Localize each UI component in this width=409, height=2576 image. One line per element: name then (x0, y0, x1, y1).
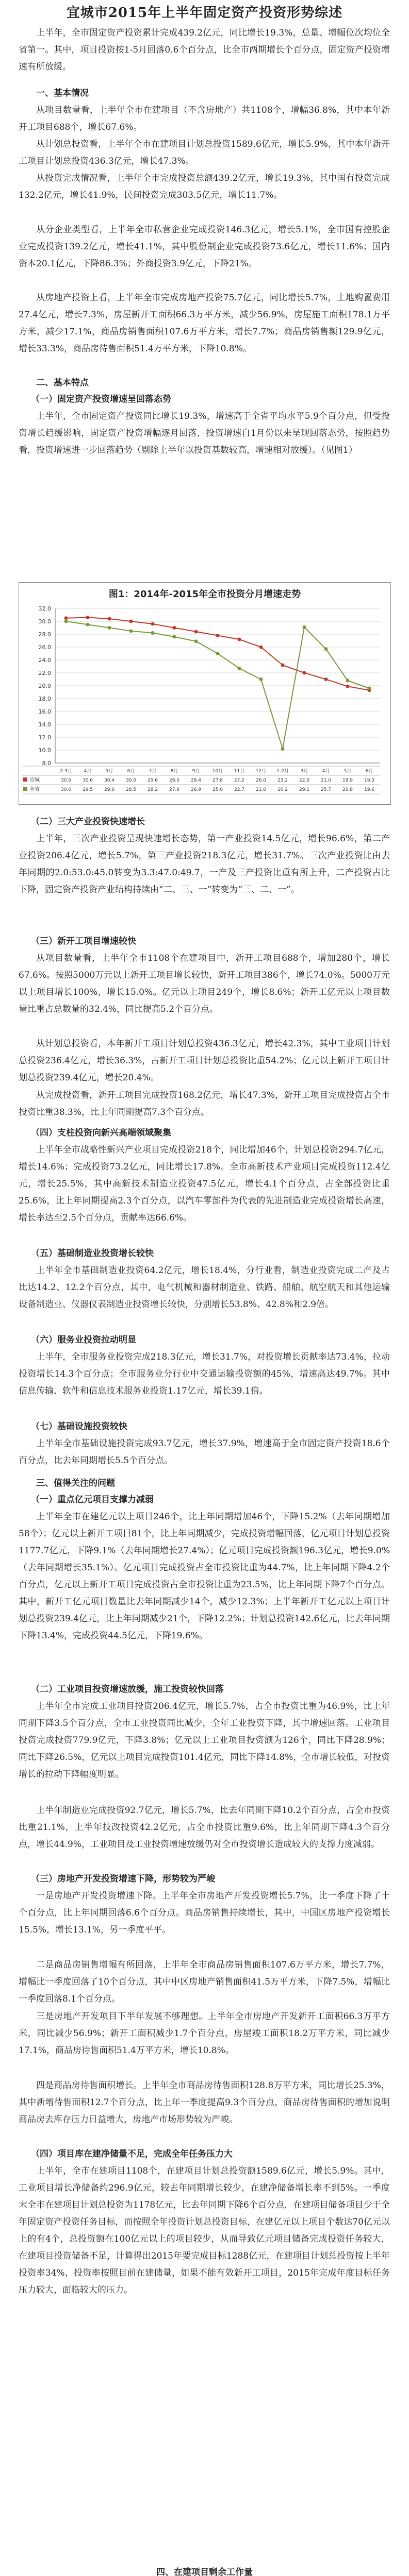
chart-data-point (281, 747, 285, 751)
chart-canvas (19, 583, 390, 804)
chart-data-label: 28.2 (147, 787, 158, 792)
chart-data-point (64, 620, 68, 623)
chart-data-label: 25.7 (320, 787, 332, 792)
chart-category-label: 7月 (149, 769, 157, 774)
chart-data-label: 21.0 (255, 787, 267, 792)
chart-data-point (368, 687, 371, 690)
chart-data-label: 30.6 (82, 778, 93, 783)
s2-subheading-4: （四）支柱投资向新兴高端领域聚集 (31, 1128, 171, 1138)
chart-data-label: 27.2 (234, 778, 245, 783)
chart-data-label: 23.2 (277, 778, 288, 783)
chart-data-point (346, 685, 350, 688)
chart-legend-label: 全省 (29, 787, 40, 792)
chart-data-point (216, 634, 220, 637)
chart-data-label: 29.6 (147, 778, 158, 783)
chart-legend-swatch (23, 787, 27, 791)
chart-data-label: 28.4 (190, 778, 202, 783)
chart-data-point (64, 616, 68, 620)
table-title: 四、在建项目剩余工作量 (156, 2567, 253, 2576)
chart-data-point (173, 635, 176, 639)
chart-category-label: 6月 (365, 769, 373, 774)
chart-ytick-label: 32.0 (38, 605, 51, 612)
s1-paragraph-3: 从投资完成情况看，上半年全市完成投资总额439.2亿元，增长19.3%，其中国有投资完成132.2亿元，增长41.9%，民间投资完成303.5亿元，增长11.7%。 (19, 173, 390, 200)
s3-subheading-4: （四）项目库在建净储量不足，完成全年任务压力大 (31, 2149, 233, 2159)
chart-data-label: 29.0 (104, 787, 115, 792)
s2-subheading-6: （六）服务业投资拉动明显 (31, 1335, 136, 1345)
chart-data-label: 27.6 (169, 787, 180, 792)
s1-paragraph-5: 从房地产投资上看，上半年全市完成房地产投资75.7亿元，同比增长5.7%，土地购置费用27.4亿元，增长7.3%，房屋新开工面积66.3万平方米，减少56.9%，房屋施工面积178.1万平方米，减少17.1%，商品房销售面积107.6万平方米，增长7.7%；商品房销售额129.9亿元，增长33.3%，商品房待售面积51.4万平方米，下降10.8%。 (19, 293, 390, 354)
chart-category-label: 9月 (192, 769, 200, 774)
chart-data-label: 26.0 (255, 778, 267, 783)
s3-paragraph-3c: 三是房地产开发项目下半年发展不够理想。上半年全市房地产开发新开工面积66.3万平方米，同比减少56.9%；新开工面积减少1.7个百分点，房屋竣工面积18.2万平方米，同比减少17.1%，商品房待售面积51.4万平方米，增长10.8%。 (19, 2011, 390, 2056)
chart-category-label: 1-2月 (276, 769, 289, 774)
chart-data-label: 30.4 (104, 778, 115, 783)
chart-data-point (151, 622, 155, 626)
chart-category-label: 5月 (105, 769, 113, 774)
s3-paragraph-3a: 一是房地产开发投资增速下降。上半年全市房地产开发投资增长5.7%，比一季度下降了十个百分点，比上年同期回落6.6个百分点。商品房销售持续增长，其中，中国区房地产投资增长15.5%，增长13.1%，另一季度平平。 (19, 1891, 390, 1935)
chart-category-label: 4月 (84, 769, 92, 774)
chart-category-label: 4月 (322, 769, 330, 774)
chart-category-label: 3月 (300, 769, 308, 774)
chart-category-label: 12月 (255, 769, 267, 774)
chart-data-point (194, 639, 198, 643)
chart-data-point (259, 677, 263, 681)
chart-data-point (108, 617, 111, 621)
chart-data-label: 29.1 (299, 787, 310, 792)
s2-paragraph-2: 上半年，三次产业投资呈现快速增长态势，第一产业投资14.5亿元，增长96.6%，第二产业投资206.4亿元，增长5.7%，第三产业投资218.3亿元，增长31.7%。三次产业投资比由去年同期的2.0:53.0:45.0转变为3.3:47.0:49.7，一产及三产投资比重有所上升，二产投资占比下降，固定资产投资产业结构持续由“二、三、一”转变为“三、二、一”。 (19, 834, 390, 895)
s2-paragraph-4a: 上半年全市战略性新兴产业项目完成投资218个，同比增加46个，计划总投资294.7亿元，增长14.6%；完成投资73.2亿元，同比增长17.8%。全市高新技术产业项目完成投资112.4亿元，增长25.5%，其中高新技术制造业投资47.5亿元，增长4.1个百分点，占全部投资比重25.6%，比上年同期提高2.3个百分点，以汽车零部件为代表的先进制造业完成投资增长高速，增长率达至2.5个百分点，贡献率达66.6%。 (19, 1145, 390, 1223)
chart-data-point (194, 630, 198, 634)
chart-data-label: 19.3 (364, 778, 375, 783)
chart-category-label: 5月 (343, 769, 352, 774)
chart-series-line (66, 621, 369, 749)
section-3-heading: 三、值得关注的问题 (36, 1478, 115, 1488)
chart-data-label: 22.7 (234, 787, 245, 792)
s3-subheading-3: （三）房地产开发投资增速下降，形势较为严峻 (31, 1874, 215, 1884)
s2-paragraph-3a: 从项目数量看，上半年全市1108个在建项目中，新开工项目688个，增加280个，增长67.6%。按照5000万元以上新开工项目增长较快，新开工项目386个，增长74.0%。5000万元以上项目增长100%，增长15.0%。亿元以上项目249个，增长8.6%；新开工亿元以上项目数量比重占总数量的32.4%，同比提高5.2个百分点。 (19, 953, 390, 1014)
chart-data-label: 28.5 (125, 787, 137, 792)
s2-subheading-2: （二）三大产业投资快速增长 (31, 817, 145, 827)
chart-data-point (151, 631, 155, 635)
s2-paragraph-3c: 从完成投资看，新开工项目完成投资168.2亿元，增长47.3%，新开工项目完成投资占全市投资比重38.3%，比上年同期提高7.3个百分点。 (19, 1090, 390, 1117)
s3-paragraph-1: 上半年全市在建亿元以上项目246个，比上年同期增加46个，下降15.2%（去年同期增加58个）；亿元以上新开工项目81个，比上年同期减少，完成投资增幅回落，亿元项目计划总投资1177.7亿元，下降9.1%（去年同期增长27.4%）；亿元项目完成投资额196.3亿元，增长9.0%（去年同期增长35.1%）。亿元项目完成投资占全市投资比重为44.7%，比上年同期下降4.2个百分点，亿元以上新开工项目完成投资占全市投资比重为23.5%，比上年同期下降7个百分点。其中，新开工亿元项目数量比去年同期减少14个，减少12.3%；上半年新开工亿元以上项目计划总投资239.4亿元，比上年同期减少21个，下降12.2%；计划总投资142.6亿元，比去年同期下降13.4%，完成投资44.5亿元，下降19.6%。 (19, 1512, 390, 1641)
chart-data-label: 25.0 (212, 787, 223, 792)
s2-paragraph-7: 上半年全市基础设施投资完成93.7亿元，增长37.9%，增速高于全市固定资产投资18.6个百分点，比去年同期增长5.5个百分点。 (19, 1438, 390, 1466)
s2-subheading-1: （一）固定资产投资增速呈回落态势 (31, 394, 171, 404)
section-2-heading: 二、基本特点 (36, 378, 89, 388)
chart-data-point (108, 626, 111, 630)
chart-category-label: 6月 (127, 769, 135, 774)
chart-category-label: 8月 (170, 769, 178, 774)
chart-data-point (281, 664, 285, 667)
chart-data-point (129, 620, 133, 623)
chart-data-point (303, 625, 306, 629)
s3-paragraph-3b: 二是商品房销售增幅有所回落，上半年全市商品房销售面积107.6万平方米，增长7.7%，增幅比一季度回落了10个百分点，其中中区房地产销售面积41.5万平方米，下降7.5%，增幅比一季度回落8.1个百分点。 (19, 1960, 390, 2004)
chart-ytick-label: 28.0 (38, 631, 51, 638)
chart-data-label: 30.5 (60, 778, 72, 783)
chart-data-label: 27.8 (212, 778, 223, 783)
s3-paragraph-3d: 四是商品房待售面积增长。上半年全市商品房待售面积128.8万平方米，同比增长25.3%，其中新增待售面积12.7个百分点，比上年一季度提高9.3个百分点，商品房待售面积的增加说明商品房去库存压力日益增大，房地产市场形势较为严峻。 (19, 2080, 390, 2125)
chart-ytick-label: 22.0 (38, 670, 51, 676)
chart-data-label: 20.8 (342, 787, 353, 792)
chart-ytick-label: 26.0 (38, 644, 51, 651)
chart-title: 图1：2014年-2015年全市投资分月增速走势 (108, 589, 301, 600)
chart-data-point (238, 667, 241, 670)
chart-data-label: 30.0 (125, 778, 137, 783)
chart-data-point (129, 629, 133, 633)
s3-paragraph-2b: 上半年制造业完成投资92.7亿元，增长5.7%，比去年同期下降10.2个百分点，占全市投资比重21.1%，上半年技改投资42.2亿元，占全市投资比重9.6%，比上年同期下降4.3个百分点，增长44.9%，工业项目及工业投资增速放缓仍对全市投资增长造成较大的支撑力度减弱。 (19, 1805, 390, 1850)
chart-data-label: 29.5 (82, 787, 93, 792)
chart-data-point (346, 679, 350, 683)
s3-subheading-1: （一）重点亿元项目支撑力减弱 (31, 1495, 154, 1505)
s1-paragraph-2: 从计划总投资看，上半年全市在建项目计划总投资1589.6亿元，增长5.9%，其中本年新开工项目计划总投资436.3亿元，增长47.3%。 (19, 139, 390, 166)
chart-data-point (324, 677, 328, 681)
chart-data-label: 10.2 (277, 787, 288, 792)
chart-data-label: 29.0 (169, 778, 180, 783)
s2-paragraph-5: 上半年全市基础制造业投资64.2亿元，增长18.4%，分行业看，制造业投资完成二产及占比达14.2、12.2个百分点，其中，电气机械和器材制造业、铁路、船舶、航空航天和其他运输设备制造业、仪器仪表制造业投资增长较快，分别增长53.8%、42.8%和2.9倍。 (19, 1265, 390, 1310)
chart-ytick-label: 14.0 (38, 721, 51, 728)
s2-paragraph-3b: 从计划总投资看，本年新开工项目计划总投资436.3亿元，增长42.3%，其中工业项目计划总投资236.4亿元，增长36.3%，占新开工项目计划总投资比重54.2%；亿元以上新开工项目计划总投资239.4亿元，增长20.4%。 (19, 1039, 390, 1083)
s2-subheading-3: （三）新开工项目增速较快 (31, 936, 136, 946)
document-title: 宜城市2015年上半年固定资产投资形势综述 (66, 5, 343, 21)
chart-data-point (238, 638, 241, 641)
s3-paragraph-2a: 上半年全市完成工业项目投资206.4亿元，增长5.7%，占全市投资比重为46.9%，比上年同期下降3.5个百分点，全市工业投资同比减少，全年工业投资下降，其中增速回落。工业项目投资完成投资779.9亿元，下降3.8%；亿元以上工业项目投资额为126个，同比下降28.9%；同比下降26.5%，亿元以上项目完成投资101.4亿元，同比下降14.8%，全市增长较低，对投资增长的拉动下降幅度明显。 (19, 1701, 390, 1780)
chart-data-point (259, 646, 263, 649)
chart-data-point (86, 623, 90, 626)
chart-data-point (324, 647, 328, 651)
chart-data-label: 19.6 (364, 787, 375, 792)
intro-paragraph: 上半年，全市固定资产投资累计完成439.2亿元，同比增长19.3%，总量、增幅位次均位全省第一。其中，项目投资按1-5月回落0.6个百分点，比全市两期增长个百分点，固定资产投资增速有所放缓。 (19, 28, 390, 72)
chart-legend-label: 宜城 (29, 777, 40, 783)
chart-ytick-label: 10.0 (38, 747, 51, 754)
s3-subheading-2: （二）工业项目投资增速放缓，施工投资较快回落 (31, 1684, 224, 1694)
chart-ytick-label: 18.0 (38, 696, 51, 702)
chart-category-label: 10月 (212, 769, 223, 774)
chart-data-label: 22.0 (299, 778, 310, 783)
chart-ytick-label: 30.0 (38, 618, 51, 625)
s2-subheading-7: （七）基础设施投资较快 (31, 1421, 127, 1432)
chart-ytick-label: 12.0 (38, 734, 51, 741)
chart-ytick-label: 16.0 (38, 708, 51, 715)
chart-data-label: 30.0 (60, 787, 72, 792)
s1-paragraph-1: 从项目数量看，上半年全市在建项目（不含房地产）共1108个，增幅36.8%，其中本年新开工项目688个，增长67.6%。 (19, 105, 390, 132)
s3-paragraph-4: 上半年，全市在建项目1108个，在建项目计划总投资额1589.6亿元，增长5.9%。其中，工业项目增长净储备约296.9亿元，较去年同期增长较少，在建净储备增长率不到5%。一季度末全市在建项目计划总投资为1178亿元，比去年同期下降6个百分点，在建项目储备项目少于全年固定资产投资任务目标，而按照全年投资计划总投资目标，在建亿元以上项目个数达70亿元以上的有4个，总投资额在100亿元以上的项目较少，从而导致亿元项目储备完成投资任务较大，在建项目投资储备不足，计算得出2015年要完成目标1288亿元，在建项目计划总投资按上半年投资率34%，投资率按照目前在建储量，如果不能有效新开工项目，2015年完成年度目标任务压力较大，面临较大的压力。 (19, 2166, 390, 2295)
chart-data-label: 19.9 (342, 778, 353, 783)
chart-data-point (173, 626, 176, 630)
chart-data-label: 21.0 (320, 778, 332, 783)
chart-category-label: 2-3月 (60, 769, 72, 774)
chart-data-point (303, 671, 306, 675)
chart-ytick-label: 8.0 (42, 760, 51, 767)
s2-subheading-5: （五）基础制造业投资增长较快 (31, 1248, 154, 1259)
chart-legend-swatch (23, 777, 27, 782)
chart-data-point (216, 652, 220, 655)
chart-data-point (86, 616, 90, 619)
chart-category-label: 11月 (234, 769, 245, 774)
chart-ytick-label: 24.0 (38, 657, 51, 664)
s2-paragraph-1: 上半年，全市固定资产投资同比增长19.3%，增速高于全省平均水平5.9个百分点，但受投资增长趋缓影响，固定资产投资增幅逐月回落，投资增速自1月份以来呈现回落态势，按照趋势看，投资增速进一步回落趋势（剔除上半年以投资基数较高，增速相对放缓）。（见图1） (19, 411, 390, 455)
s2-paragraph-6: 上半年，全市服务业投资完成218.3亿元，增长31.7%，对投资增长贡献率达73.4%，拉动投资增长14.3个百分点；全市服务业分行业中交通运输投资额的45%，增速高达49.7%。其中信息传输、软件和信息技术服务业投资1.17亿元，增长39.1倍。 (19, 1352, 390, 1396)
chart-data-label: 26.9 (190, 787, 202, 792)
section-1-heading: 一、基本情况 (36, 88, 89, 98)
chart-ytick-label: 20.0 (38, 683, 51, 689)
trend-chart (19, 582, 391, 805)
s1-paragraph-4: 从分企业类型看，上半年全市私营企业完成投资146.3亿元，增长5.1%，全市国有控股企业完成投资139.2亿元，增长41.1%，其中股份制企业完成投资73.6亿元，增长11.6%；国内资本20.1亿元，下降86.3%；外商投资3.9亿元，下降21%。 (19, 225, 390, 269)
